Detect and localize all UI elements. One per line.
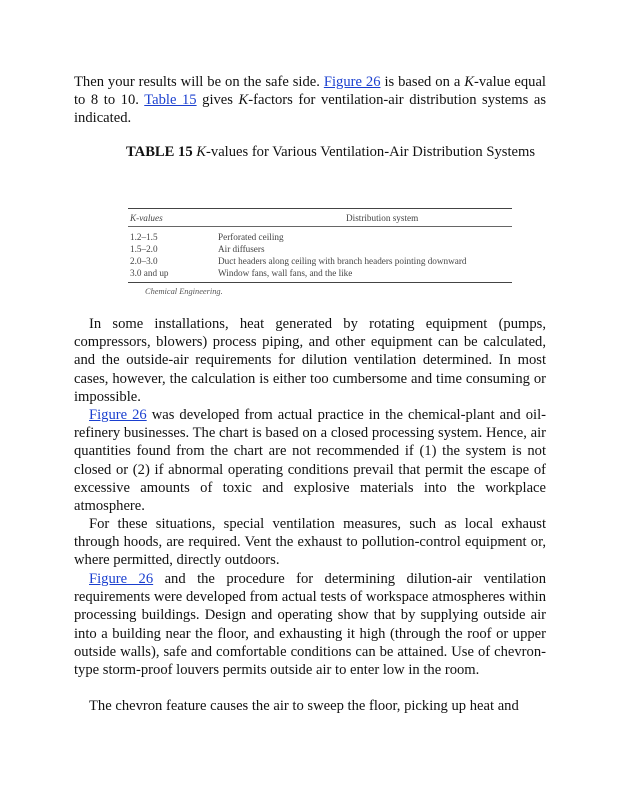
system-cell: Perforated ceiling xyxy=(218,232,284,242)
k-italic-2: K xyxy=(238,92,249,109)
intro-text-1: Then your results will be on the safe side. xyxy=(74,74,324,90)
k-values-table-body xyxy=(128,231,512,279)
k-values-table xyxy=(128,208,512,296)
intro-paragraph xyxy=(74,73,546,128)
intro-text-3: -value equal to 8 to 10. xyxy=(74,74,546,109)
k-italic: K xyxy=(464,74,474,90)
k-value-cell: 1.2–1.5 xyxy=(130,232,158,242)
table-header-row xyxy=(128,209,512,226)
k-value-cell: 1.5–2.0 xyxy=(130,244,158,254)
table-row xyxy=(128,267,512,279)
table-caption xyxy=(104,143,546,161)
intro-text-4: gives xyxy=(196,92,239,109)
k-value-cell: 3.0 and up xyxy=(130,268,169,278)
table-15-link[interactable]: Table 15 xyxy=(144,92,197,109)
body-paragraph-2-text: was developed from actual practice in the chemical-plant and oil-refinery businesses. The chart is based on a closed processing system. Hence, air quantities found from the chart are not recommended if (1) the system is not closed or (2) if abnormal operating conditions prevail that permit the escape of excessive amounts of toxic and explosive materials into the workplace atmosphere. xyxy=(74,407,546,515)
figure-26-link[interactable]: Figure 26 xyxy=(323,74,381,90)
table-header-rule xyxy=(128,226,512,227)
table-row xyxy=(128,231,512,243)
system-cell: Air diffusers xyxy=(218,244,265,254)
table-bottom-rule xyxy=(128,282,512,283)
table-caption-label: TABLE 15 xyxy=(126,144,193,160)
system-cell: Window fans, wall fans, and the like xyxy=(218,268,353,278)
caption-k-italic: K xyxy=(196,144,207,160)
header-distribution-system: Distribution system xyxy=(346,213,419,223)
figure-26-link[interactable]: Figure 26 xyxy=(89,407,147,423)
body-paragraph-2 xyxy=(74,406,546,515)
k-values-table-grid xyxy=(128,209,512,226)
table-row xyxy=(128,255,512,267)
table-row xyxy=(128,243,512,255)
intro-text-2: is based on a xyxy=(380,74,465,90)
body-paragraph-5: The chevron feature causes the air to sweep the floor, picking up heat and xyxy=(89,698,519,714)
body-paragraph-4 xyxy=(74,570,546,679)
body-paragraph-3: For these situations, special ventilation measures, such as local exhaust through hoods, are required. Vent the exhaust to pollution-control equipment or, where permitted, directly outdoors. xyxy=(74,516,546,569)
system-cell: Duct headers along ceiling with branch headers pointing downward xyxy=(218,256,467,266)
body-paragraph-1: In some installations, heat generated by rotating equipment (pumps, compressors, blowers) process piping, and other equipment can be calculated, and the outside-air requirements for dilution ventilation determined. In most cases, however, the calculation is either too cumbersome and time consuming or impossible. xyxy=(74,316,546,405)
header-k-values-text: K-values xyxy=(130,213,163,223)
table-caption-text: -values for Various Ventilation-Air Distribution Systems xyxy=(206,144,536,160)
figure-26-link[interactable]: Figure 26 xyxy=(89,571,154,587)
header-k-values xyxy=(128,209,250,226)
k-value-cell: 2.0–3.0 xyxy=(130,256,158,266)
intro-text-5: -factors for ventilation-air distribution systems as indicated. xyxy=(74,92,546,127)
table-source-note: Chemical Engineering. xyxy=(145,287,223,296)
body-paragraph-4-text: and the procedure for determining dilution-air ventilation requirements were developed from actual tests of workspace atmospheres within processing buildings. Design and operating show that by supplying outside air into a building near the floor, and exhausting it high (through the roof or upper outside walls), safe and comfortable conditions can be attained. Use of chevron-type storm-proof louvers permits outside air to enter low in the room. xyxy=(74,571,546,679)
